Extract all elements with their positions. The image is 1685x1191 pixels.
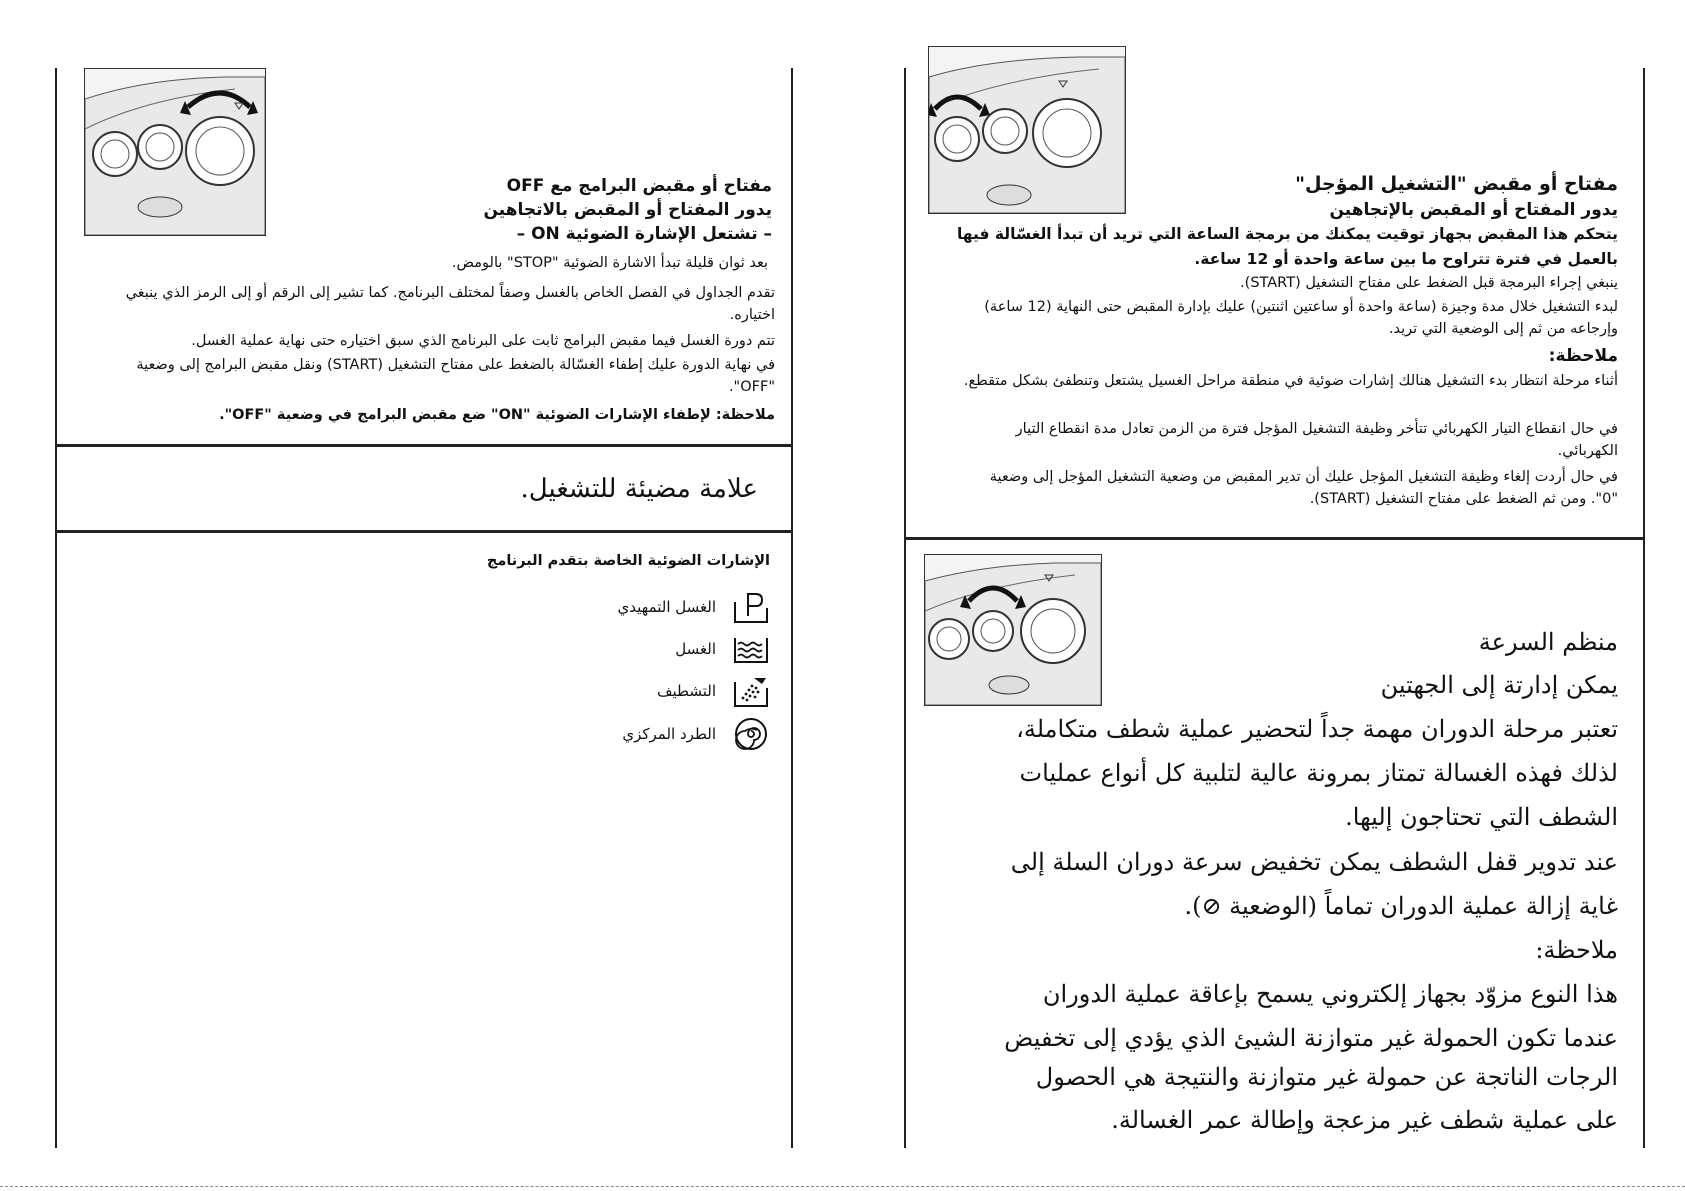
program-knob-subheading: يدور المفتاح أو المقبض بالاتجاهين <box>483 200 772 220</box>
program-knob-p1: تقدم الجداول في الفصل الخاص بالغسل وصفاً لمختلف البرنامج. كما تشير إلى الرقم أو إلى الرمز الذي ينبغي اختياره. <box>125 285 775 323</box>
program-knob-note: ملاحظة: لإطفاء الإشارات الضوئية "ON" ضع مقبض البرامج في وضعية "OFF". <box>219 407 775 423</box>
signal-item-wash <box>675 632 770 666</box>
wash-icon <box>732 632 770 666</box>
signal-item-prewash <box>618 590 770 624</box>
program-knob-p3: في نهاية الدورة عليك إطفاء الغسّالة بالضغط على مفتاح التشغيل (START) ونقل مقبض البرامج إلى وضعية "OFF". <box>136 357 775 395</box>
right-divider <box>904 537 1645 540</box>
delay-knob-intro: يتحكم هذا المقبض بجهاز توقيت يمكنك من برمجة الساعة التي تريد أن تبدأ الغسّالة فيها بالعمل في فترة تتراوح ما بين ساعة واحدة أو 12 ساعة. <box>956 225 1618 268</box>
program-knob-heading: مفتاح أو مقبض البرامج مع OFF <box>506 176 772 196</box>
signal-label-spin: الطرد المركزي <box>622 725 716 743</box>
program-knob-on-line: – تشتعل الإشارة الضوئية ON – <box>516 224 772 244</box>
left-page-outer-rule <box>55 68 57 1148</box>
delay-knob-p2: لبدء التشغيل خلال مدة وجيزة (ساعة واحدة أو ساعتين اثنتين) عليك بإدارة المقبض حتى النهاية (12 ساعة) وإرجاعه من ثم إلى الوضعية التي تريد. <box>984 299 1618 337</box>
speed-line-7: ملاحظة: <box>1535 936 1618 964</box>
program-knob-stop-line: بعد ثوان قليلة تبدأ الاشارة الضوئية "STOP" بالومض. <box>451 255 768 271</box>
right-page-inner-rule <box>904 68 906 1148</box>
spin-icon <box>732 717 770 751</box>
left-divider-top <box>55 444 793 447</box>
delay-knob-p1: ينبغي إجراء البرمجة قبل الضغط على مفتاح التشغيل (START). <box>1240 275 1618 291</box>
delay-knob-note-3: في حال أردت إلغاء وظيفة التشغيل المؤجل عليك أن تدير المقبض من وضعية التشغيل المؤجل إلى وضعية "0". ومن ثم الضغط على مفتاح التشغيل (START). <box>989 469 1618 507</box>
prewash-icon <box>732 590 770 624</box>
speed-line-10: الرجات الناتجة عن حمولة غير متوازنة والنتيجة هي الحصول <box>1035 1063 1618 1091</box>
program-knob-illustration <box>84 68 266 236</box>
speed-line-3: لذلك فهذه الغسالة تمتاز بمرونة عالية لتلبية كل أنواع عمليات <box>1019 759 1618 787</box>
speed-line-11: على عملية شطف غير مزعجة وإطالة عمر الغسالة. <box>1111 1106 1618 1134</box>
rinse-icon <box>732 674 770 708</box>
delay-knob-note-label: ملاحظة: <box>1548 346 1618 366</box>
speed-line-4: الشطف التي تحتاجون إليها. <box>1345 803 1618 831</box>
delay-knob-subheading: يدور المفتاح أو المقبض بالإتجاهين <box>1329 200 1618 220</box>
delay-knob-illustration <box>928 46 1126 214</box>
speed-line-1: يمكن إدارتة إلى الجهتين <box>1380 671 1618 699</box>
speed-title: منظم السرعة <box>1478 628 1618 656</box>
signal-label-prewash: الغسل التمهيدي <box>617 598 716 616</box>
page-bottom-dashed-edge <box>0 1186 1685 1187</box>
signal-label-rinse: التشطيف <box>656 682 716 700</box>
right-page-outer-rule <box>1643 68 1645 1148</box>
left-page-inner-rule <box>791 68 793 1148</box>
program-knob-p2: تتم دورة الغسل فيما مقبض البرامج ثابت على البرنامج الذي سبق اختياره حتى نهاية عملية الغسل. <box>191 333 775 349</box>
section-title-light: علامة مضيئة للتشغيل. <box>520 474 758 504</box>
speed-line-2: تعتبر مرحلة الدوران مهمة جداً لتحضير عملية شطف متكاملة، <box>1016 715 1618 743</box>
signal-label-wash: الغسل <box>675 640 716 658</box>
signal-item-spin <box>622 717 770 751</box>
speed-line-9: عندما تكون الحمولة غير متوازنة الشيئ الذي يؤدي إلى تخفيض <box>1004 1024 1618 1052</box>
speed-line-6: غاية إزالة عملية الدوران تماماً (الوضعية ⊘). <box>1184 892 1618 920</box>
speed-line-8: هذا النوع مزوّد بجهاز إلكتروني يسمح بإعاقة عملية الدوران <box>1042 980 1618 1008</box>
delay-knob-note-2: في حال انقطاع التيار الكهربائي تتأخر وظيفة التشغيل المؤجل فترة من الزمن تعادل مدة انقطاع التيار الكهربائي. <box>1015 421 1618 459</box>
delay-knob-heading: مفتاح أو مقبض "التشغيل المؤجل" <box>1295 173 1618 195</box>
speed-line-5: عند تدوير قفل الشطف يمكن تخفيض سرعة دوران السلة إلى <box>1010 848 1618 876</box>
left-divider-bottom <box>55 530 793 533</box>
signal-item-rinse <box>657 674 770 708</box>
signals-heading: الإشارات الضوئية الخاصة بتقدم البرنامج <box>486 553 770 569</box>
delay-knob-note-1: أثناء مرحلة انتظار بدء التشغيل هنالك إشارات ضوئية في منطقة مراحل الغسيل يشتعل وتنطفئ بشكل متقطع. <box>963 373 1618 389</box>
